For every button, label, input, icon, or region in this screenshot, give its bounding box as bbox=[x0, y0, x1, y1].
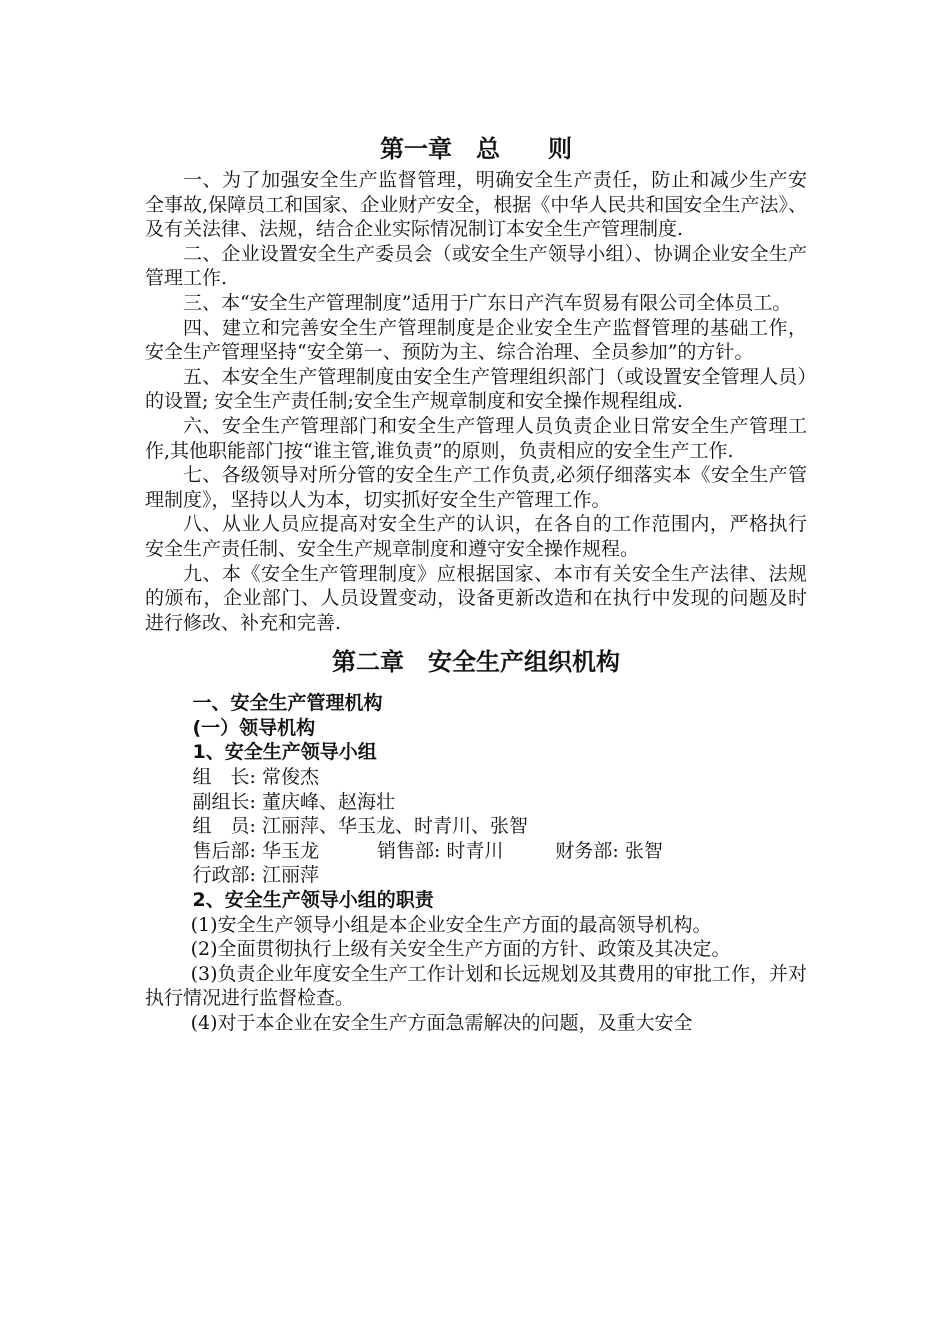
chapter1-paragraph-9: 九、本《安全生产管理制度》应根据国家、本市有关安全生产法律、法规的颁布，企业部门、人员设置变动，设备更新改造和在执行中发现的问题及时进行修改、补充和完善. bbox=[145, 562, 807, 634]
chapter1-paragraph-1: 一、为了加强安全生产监督管理，明确安全生产责任，防止和减少生产安全事故,保障员工和国家、企业财产安全，根据《中华人民共和国安全生产法》、及有关法律、法规，结合企业实际情况制订本安全生产管理制度. bbox=[145, 169, 807, 241]
item-heading-1: 1、安全生产领导小组 bbox=[192, 741, 377, 764]
chapter2-title: 第二章 安全生产组织机构 bbox=[332, 648, 620, 677]
member-leader: 组 长: 常俊杰 bbox=[192, 766, 319, 789]
duty-3: (3)负责企业年度安全生产工作计划和长远规划及其费用的审批工作，并对执行情况进行监督检查。 bbox=[145, 962, 807, 1010]
item-heading-2: 2、安全生产领导小组的职责 bbox=[192, 889, 434, 912]
subsection-heading: (一）领导机构 bbox=[192, 716, 316, 739]
dept-finance: 财务部: 张智 bbox=[555, 839, 663, 862]
chapter1-paragraph-3: 三、本“安全生产管理制度”适用于广东日产汽车贸易有限公司全体员工。 bbox=[183, 291, 792, 314]
dept-aftersales: 售后部: 华玉龙 bbox=[192, 839, 319, 862]
dept-admin: 行政部: 江丽萍 bbox=[192, 864, 319, 887]
chapter1-paragraph-6: 六、安全生产管理部门和安全生产管理人员负责企业日常安全生产管理工作,其他职能部门按“谁主管,谁负责”的原则，负责相应的安全生产工作. bbox=[145, 414, 807, 462]
duty-4: (4)对于本企业在安全生产方面急需解决的问题，及重大安全 bbox=[190, 1012, 693, 1034]
member-deputy: 副组长: 董庆峰、赵海壮 bbox=[192, 790, 395, 813]
duty-1: (1)安全生产领导小组是本企业安全生产方面的最高领导机构。 bbox=[190, 913, 712, 936]
member-staff: 组 员: 江丽萍、华玉龙、时青川、张智 bbox=[192, 815, 528, 838]
chapter1-paragraph-5: 五、本安全生产管理制度由安全生产管理组织部门（或设置安全管理人员）的设置; 安全生产责任制;安全生产规章制度和安全操作规程组成. bbox=[145, 365, 807, 413]
chapter1-title: 第一章 总 则 bbox=[380, 135, 572, 163]
chapter1-paragraph-4: 四、建立和完善安全生产管理制度是企业安全生产监督管理的基础工作，安全生产管理坚持“安全第一、预防为主、综合治理、全员参加”的方针。 bbox=[145, 316, 807, 364]
chapter1-paragraph-2: 二、企业设置安全生产委员会（或安全生产领导小组）、协调企业安全生产管理工作. bbox=[145, 242, 807, 290]
department-row bbox=[145, 839, 807, 864]
chapter1-paragraph-7: 七、各级领导对所分管的安全生产工作负责,必须仔细落实本《安全生产管理制度》，坚持以人为本，切实抓好安全生产管理工作。 bbox=[145, 464, 807, 511]
dept-sales: 销售部: 时青川 bbox=[376, 839, 504, 862]
duty-2: (2)全面贯彻执行上级有关安全生产方面的方针、政策及其决定。 bbox=[190, 938, 731, 961]
section-heading: 一、安全生产管理机构 bbox=[192, 692, 383, 715]
chapter1-paragraph-8: 八、从业人员应提高对安全生产的认识，在各自的工作范围内，严格执行安全生产责任制、安全生产规章制度和遵守安全操作规程。 bbox=[145, 513, 807, 560]
document-body bbox=[145, 132, 807, 1036]
